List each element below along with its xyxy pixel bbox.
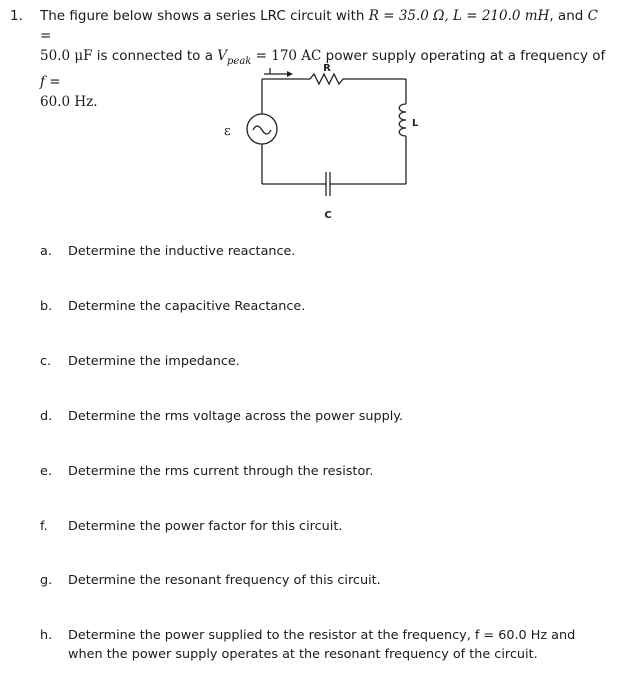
question-text: Determine the resonant frequency of this circuit.: [68, 573, 381, 588]
frequency-value: 60.0 Hz.: [40, 94, 98, 110]
inductor-symbol: [399, 104, 406, 136]
question-label: h.: [40, 628, 53, 643]
capacitor-label: C: [324, 210, 332, 221]
question-f: [40, 517, 600, 536]
question-label: b.: [40, 299, 53, 314]
question-text: Determine the rms voltage across the power supply.: [68, 409, 404, 424]
question-b: [40, 297, 600, 316]
circuit-diagram: [190, 64, 430, 234]
text-fragment: is connected to a: [92, 48, 218, 64]
question-label: e.: [40, 464, 52, 479]
inductor-label: L: [412, 118, 419, 129]
capacitance-value: 50.0 μF: [40, 48, 93, 64]
resistor-symbol: [310, 74, 343, 84]
question-text: Determine the capacitive Reactance.: [68, 299, 306, 314]
question-d: [40, 407, 600, 426]
question-text: Determine the power factor for this circuit.: [68, 519, 343, 534]
question-g: [40, 571, 600, 590]
text-fragment: , and: [549, 8, 588, 24]
question-text: Determine the inductive reactance.: [68, 244, 296, 259]
emf-label: ε: [224, 124, 231, 139]
question-e: [40, 462, 600, 481]
voltage-symbol: V: [217, 48, 228, 64]
voltage-value: = 170 AC: [251, 48, 322, 64]
question-label: d.: [40, 409, 53, 424]
question-label: c.: [40, 354, 52, 369]
frequency-symbol: f =: [40, 74, 61, 90]
text-fragment: power supply operating at a frequency of: [321, 48, 606, 64]
ac-wave: [253, 126, 271, 134]
text-fragment: The figure below shows a series LRC circuit with: [40, 8, 369, 24]
current-arrow-head: [287, 71, 293, 77]
question-c: [40, 352, 600, 371]
question-text: Determine the impedance.: [68, 354, 240, 369]
question-label: g.: [40, 573, 53, 588]
question-label: f.: [40, 519, 48, 534]
voltage-subscript: peak: [227, 56, 252, 67]
question-text: Determine the power supplied to the resistor at the frequency, f = 60.0 Hz and when the power supply operates at the resonant frequency of the circuit.: [68, 628, 576, 662]
question-a: [40, 242, 600, 261]
capacitance-symbol: C =: [40, 8, 598, 44]
resistor-label: R: [323, 64, 331, 74]
question-text: Determine the rms current through the resistor.: [68, 464, 374, 479]
problem-number: 1.: [10, 8, 23, 24]
question-label: a.: [40, 244, 52, 259]
question-h: [40, 626, 600, 664]
resistance-inductance-expression: R = 35.0 Ω, L = 210.0 mH: [368, 8, 550, 24]
